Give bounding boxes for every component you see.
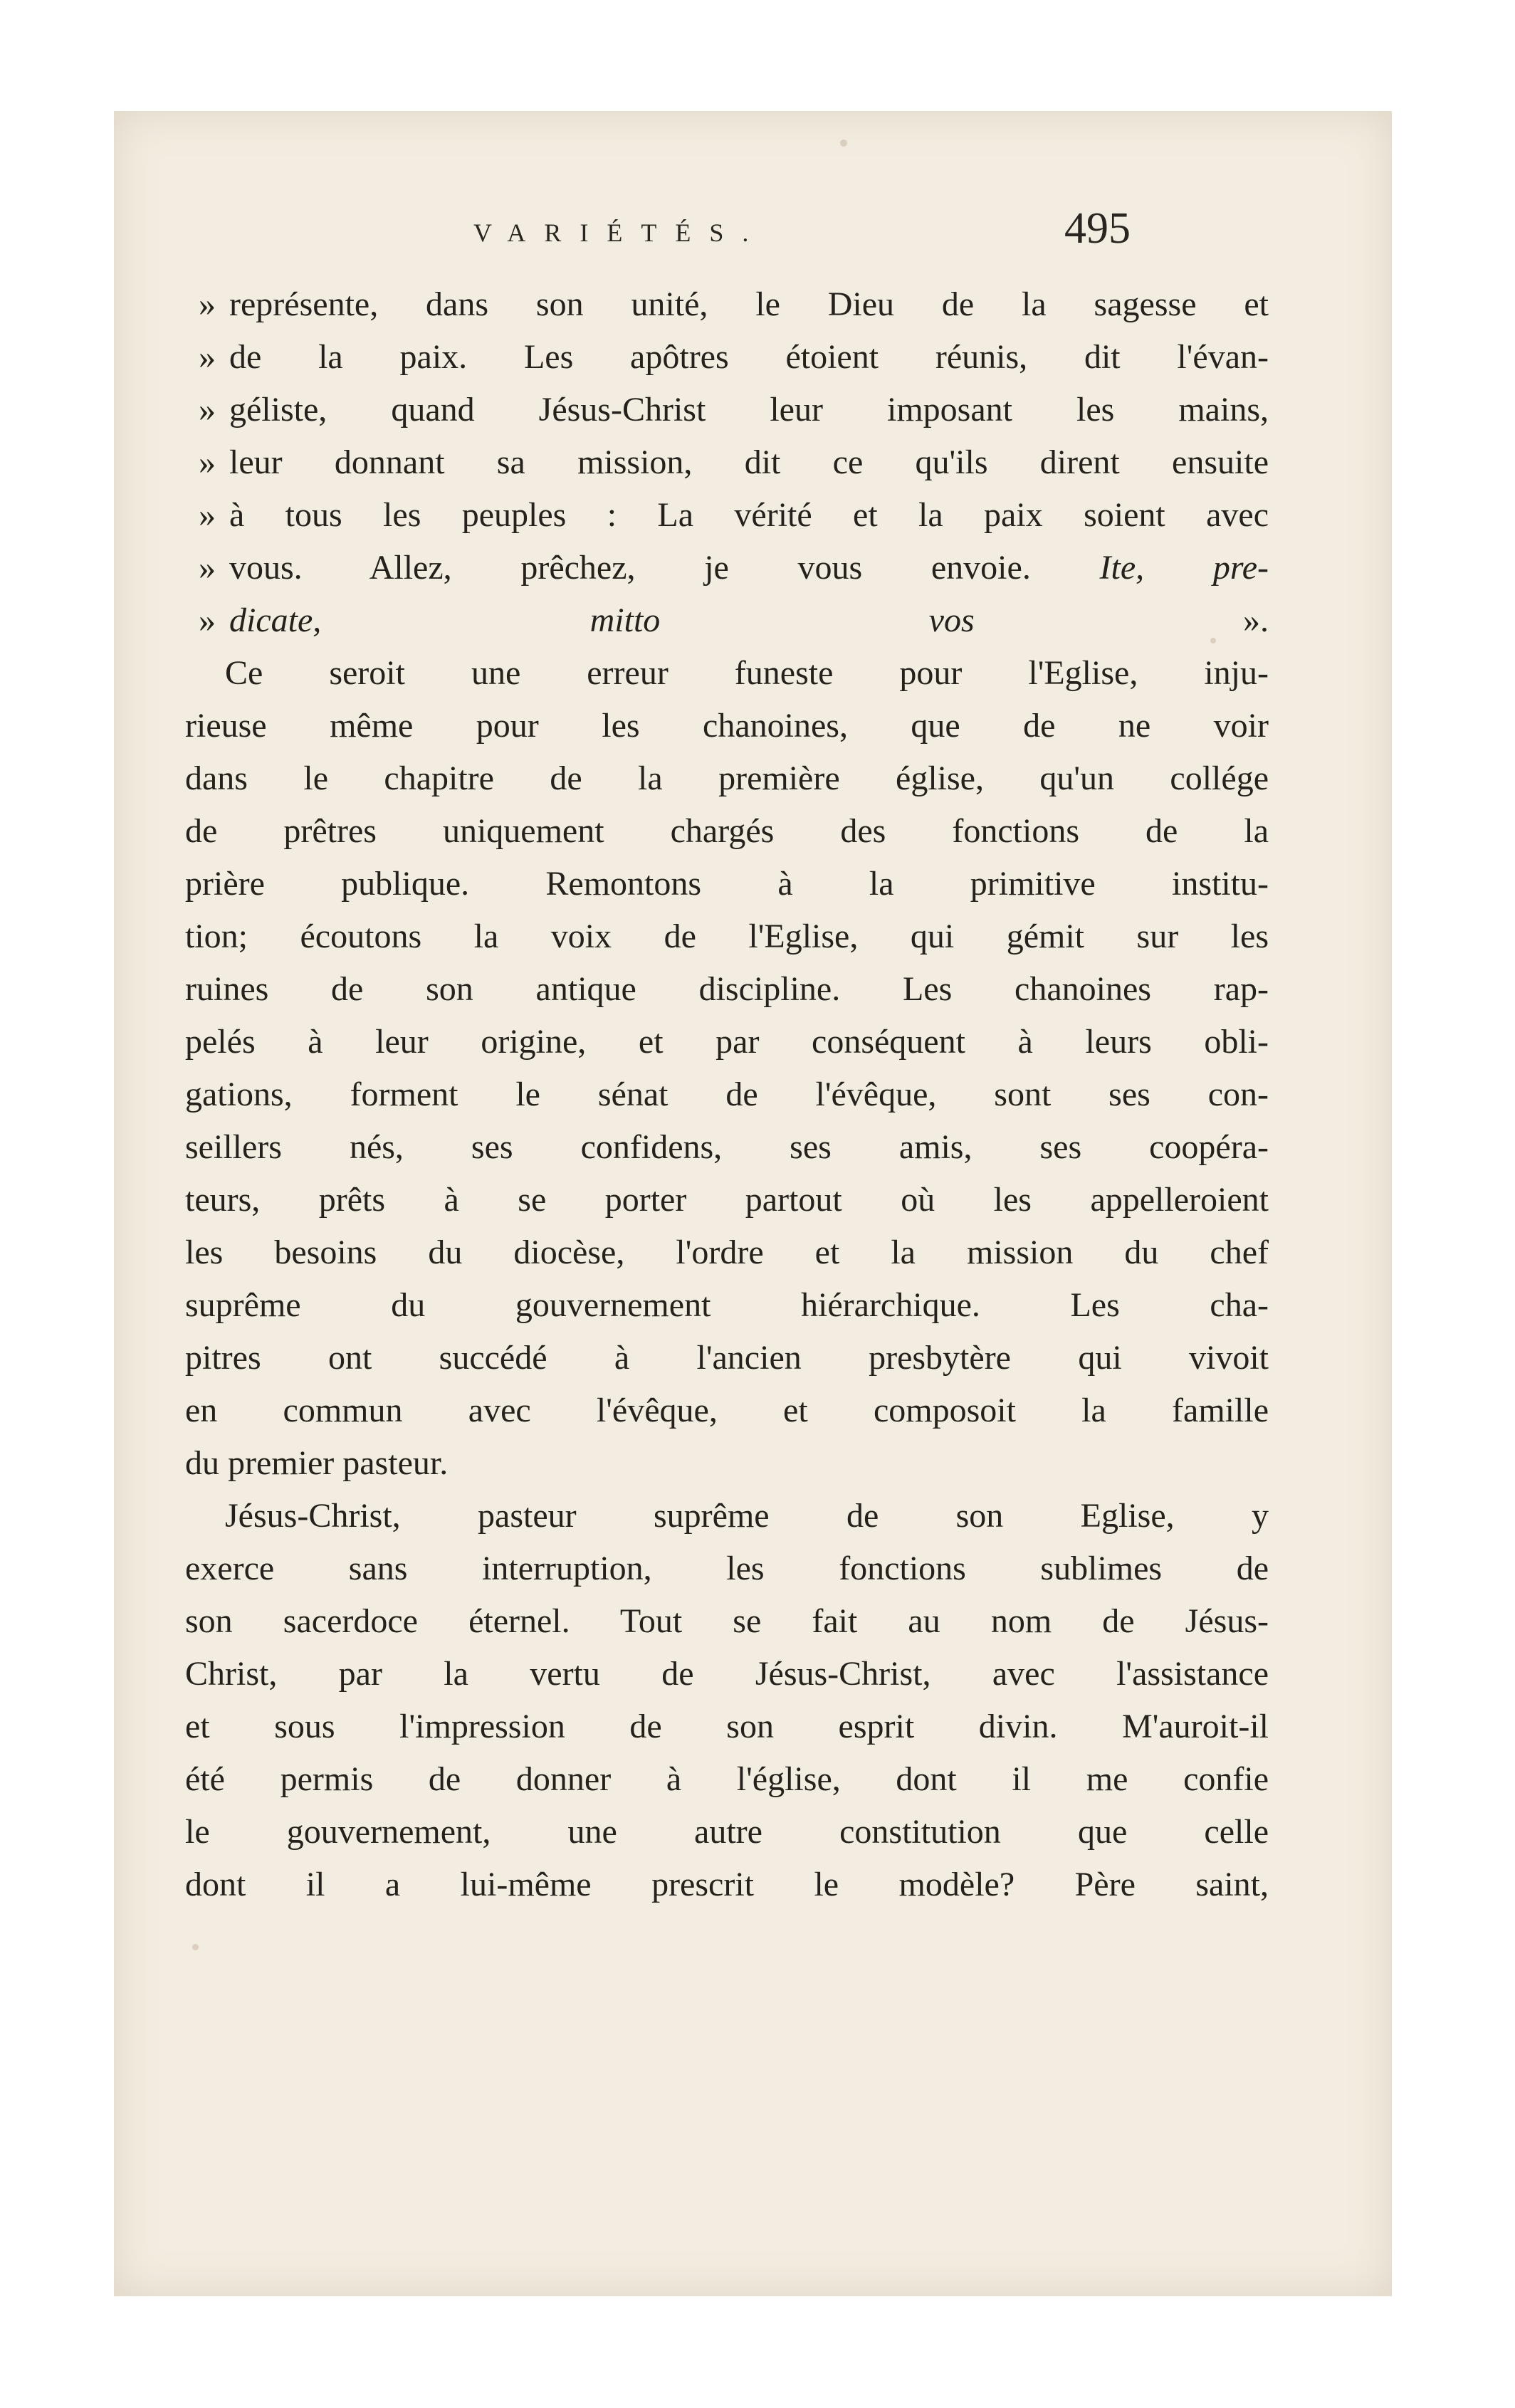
text-line [185,700,1274,752]
line-text: et sous l'impression de son esprit divin. M'auroit-il [185,1708,1269,1745]
page-header [114,196,1392,261]
text-line [185,1700,1274,1753]
text-line [185,858,1274,910]
line-text: suprême du gouvernement hiérarchique. Les cha- [185,1286,1269,1324]
line-text: géliste, quand Jésus-Christ leur imposant les mains, [229,391,1269,429]
text-line [185,1068,1274,1121]
line-text: teurs, prêts à se porter partout où les appelleroient [185,1181,1269,1219]
line-text: du premier pasteur. [185,1444,449,1482]
line-text: été permis de donner à l'église, dont il me confie [185,1760,1269,1798]
line-text: le gouvernement, une autre constitution que celle [185,1813,1269,1851]
paper-stain [840,140,847,147]
text-line [185,1753,1274,1806]
line-text: vous. Allez, prêchez, je vous envoie. Ite, pre- [229,549,1269,587]
text-line [185,1226,1274,1279]
line-text: dans le chapitre de la première église, qu'un collége [185,759,1269,797]
quote-mark: » [199,549,216,587]
quote-mark: » [199,443,216,481]
text-line [185,542,1274,594]
line-text: pitres ont succédé à l'ancien presbytère qui vivoit [185,1339,1269,1377]
line-text: de prêtres uniquement chargés des fonctions de la [185,812,1269,850]
text-line [185,752,1274,805]
text-line [185,1490,1274,1542]
line-text: Christ, par la vertu de Jésus-Christ, avec l'assistance [185,1655,1269,1693]
line-text: les besoins du diocèse, l'ordre et la mission du chef [185,1234,1269,1271]
text-line [185,1595,1274,1648]
line-text: seillers nés, ses confidens, ses amis, ses coopéra- [185,1128,1269,1166]
text-line [185,910,1274,963]
text-line [185,1542,1274,1595]
text-line [185,1648,1274,1700]
line-text: prière publique. Remontons à la primitive institu- [185,865,1269,903]
quote-mark: » [199,285,216,323]
line-text: rieuse même pour les chanoines, que de ne voir [185,707,1269,745]
text-line [185,1174,1274,1226]
line-text: tion; écoutons la voix de l'Eglise, qui gémit sur les [185,918,1269,955]
line-text: exerce sans interruption, les fonctions sublimes de [185,1550,1269,1587]
text-line [185,805,1274,858]
line-text: représente, dans son unité, le Dieu de la sagesse et [229,285,1269,323]
quote-mark: » [199,496,216,534]
line-text: dicate, mitto vos ». [229,601,1269,639]
line-text: gations, forment le sénat de l'évêque, sont ses con- [185,1076,1269,1113]
quote-mark: » [199,601,216,639]
line-text: leur donnant sa mission, dit ce qu'ils dirent ensuite [229,443,1269,481]
text-line [185,384,1274,436]
line-text: Ce seroit une erreur funeste pour l'Eglise, inju- [225,654,1269,692]
text-line [185,594,1274,647]
text-line [185,1279,1274,1332]
body-text [185,278,1274,1911]
text-line [185,1437,1274,1490]
text-line [185,1016,1274,1068]
line-text: à tous les peuples : La vérité et la paix soient avec [229,496,1269,534]
quote-mark: » [199,391,216,429]
text-line [185,489,1274,542]
text-line [185,1332,1274,1384]
line-text: pelés à leur origine, et par conséquent à leurs obli- [185,1023,1269,1061]
text-line [185,1806,1274,1858]
text-line [185,963,1274,1016]
line-text: de la paix. Les apôtres étoient réunis, dit l'évan- [229,338,1269,376]
line-text: son sacerdoce éternel. Tout se fait au nom de Jésus- [185,1602,1269,1640]
text-line [185,1858,1274,1911]
text-line [185,1121,1274,1174]
line-text: ruines de son antique discipline. Les chanoines rap- [185,970,1269,1008]
running-title: VARIÉTÉS. [473,219,767,247]
book-page [114,111,1392,2296]
line-text: dont il a lui-même prescrit le modèle? Père saint, [185,1866,1269,1903]
line-text: en commun avec l'évêque, et composoit la famille [185,1392,1269,1429]
text-line [185,1384,1274,1437]
text-line [185,278,1274,331]
paper-stain [192,1944,199,1950]
line-text: Jésus-Christ, pasteur suprême de son Eglise, y [225,1497,1269,1535]
quote-mark: » [199,338,216,376]
page-number: 495 [1064,204,1131,253]
text-line [185,436,1274,489]
text-line [185,331,1274,384]
text-line [185,647,1274,700]
